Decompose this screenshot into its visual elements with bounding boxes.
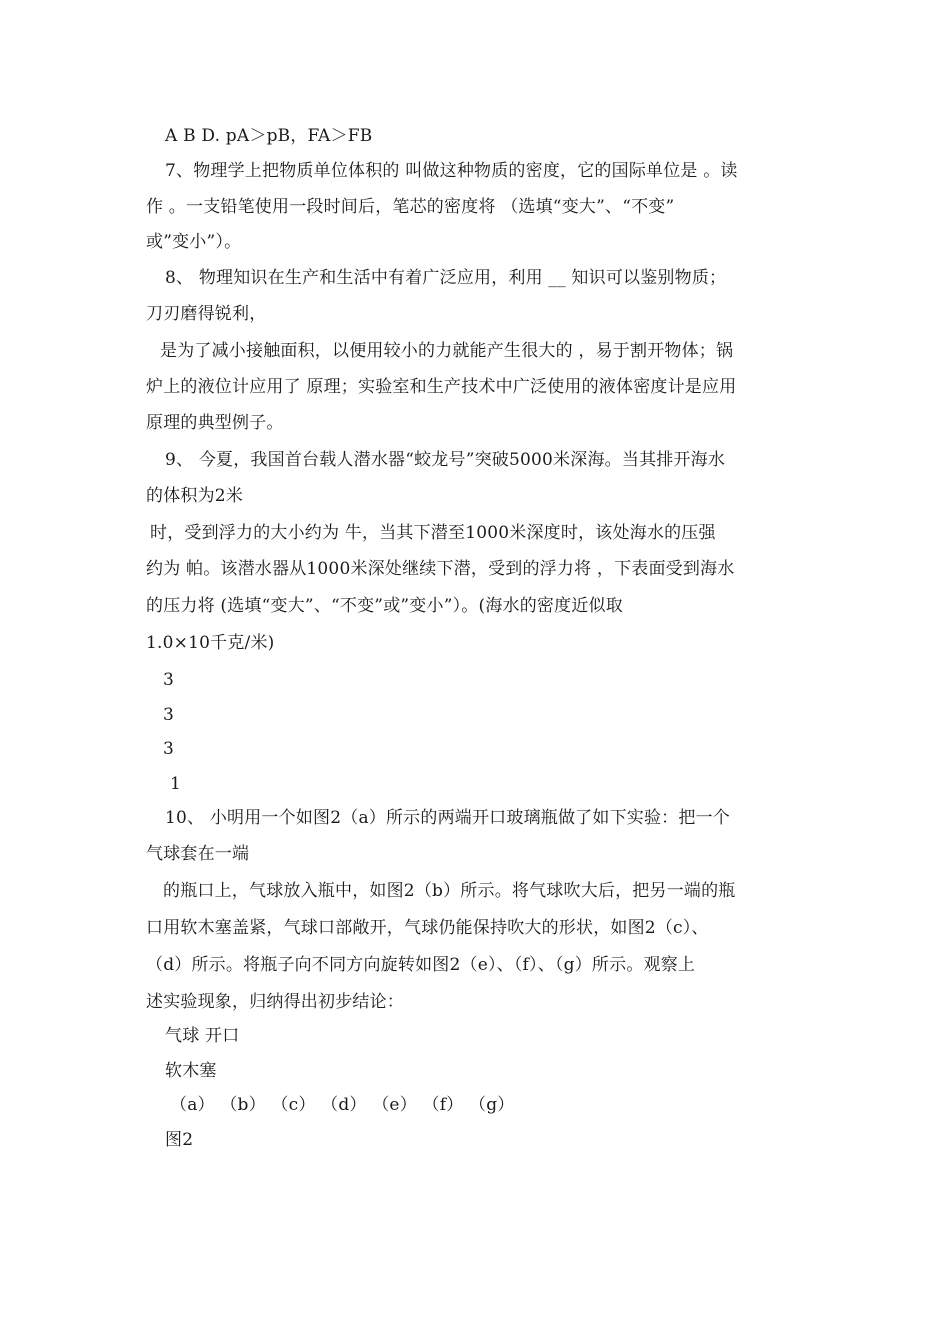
text-line-options-ab-d: A B D. pA＞pB，FA＞FB — [165, 126, 373, 146]
text-line-q10-line1: 10、 小明用一个如图2（a）所示的两端开口玻璃瓶做了如下实验：把一个 — [165, 808, 730, 828]
figure-label-cork: 软木塞 — [165, 1061, 217, 1081]
figure-label-balloon-opening: 气球 开口 — [165, 1026, 240, 1046]
text-line-q10-line5: （d）所示。将瓶子向不同方向旋转如图2（e）、（f）、（g）所示。观察上 — [146, 955, 696, 975]
text-line-q10-line4: 口用软木塞盖紧，气球口部敞开，气球仍能保持吹大的形状，如图2（c）、 — [146, 918, 709, 938]
text-line-q8-line1: 8、 物理知识在生产和生活中有着广泛应用，利用 __ 知识可以鉴别物质； — [165, 268, 727, 288]
text-line-q9-line4: 约为 帕。该潜水器从1000米深处继续下潜，受到的浮力将 ，下表面受到海水 — [146, 559, 735, 579]
text-line-q7-line2: 作 。一支铅笔使用一段时间后，笔芯的密度将 （选填“变大”、“不变” — [146, 197, 675, 217]
text-line-q9-line1: 9、 今夏，我国首台载人潜水器“蛟龙号”突破5000米深海。当其排开海水 — [165, 450, 726, 470]
text-line-q9-line3: 时，受到浮力的大小约为 牛，当其下潜至1000米深度时，该处海水的压强 — [150, 523, 716, 543]
text-line-q7-line3: 或”变小”）。 — [146, 232, 242, 252]
text-line-q8-line4: 炉上的液位计应用了 原理；实验室和生产技术中广泛使用的液体密度计是应用 — [146, 377, 737, 397]
text-line-q10-line2: 气球套在一端 — [146, 844, 250, 864]
text-line-q8-line2: 刀刃磨得锐利， — [146, 304, 267, 324]
text-line-q9-line5: 的压力将 (选填“变大”、“不变”或”变小”）。(海水的密度近似取 — [146, 596, 623, 616]
text-line-superscript-3b: 3 — [163, 705, 175, 725]
text-line-q10-line3: 的瓶口上，气球放入瓶中，如图2（b）所示。将气球吹大后，把另一端的瓶 — [163, 881, 736, 901]
text-line-q10-line6: 述实验现象，归纳得出初步结论： — [146, 992, 404, 1012]
text-line-superscript-1: 1 — [170, 774, 182, 794]
text-line-q8-line5: 原理的典型例子。 — [146, 413, 284, 433]
text-line-q7-line1: 7、物理学上把物质单位体积的 叫做这种物质的密度，它的国际单位是 。读 — [165, 161, 738, 181]
figure-subfigure-labels: （a） （b） （c） （d） （e） （f） （g） — [170, 1095, 515, 1115]
figure-caption: 图2 — [165, 1130, 194, 1150]
text-line-q9-line6: 1.0×10千克/米) — [146, 633, 275, 653]
text-line-q9-line2: 的体积为2米 — [146, 486, 244, 506]
text-line-q8-line3: 是为了减小接触面积，以便用较小的力就能产生很大的 ，易于割开物体；锅 — [160, 341, 734, 361]
text-line-superscript-3c: 3 — [163, 739, 175, 759]
text-line-superscript-3a: 3 — [163, 670, 175, 690]
